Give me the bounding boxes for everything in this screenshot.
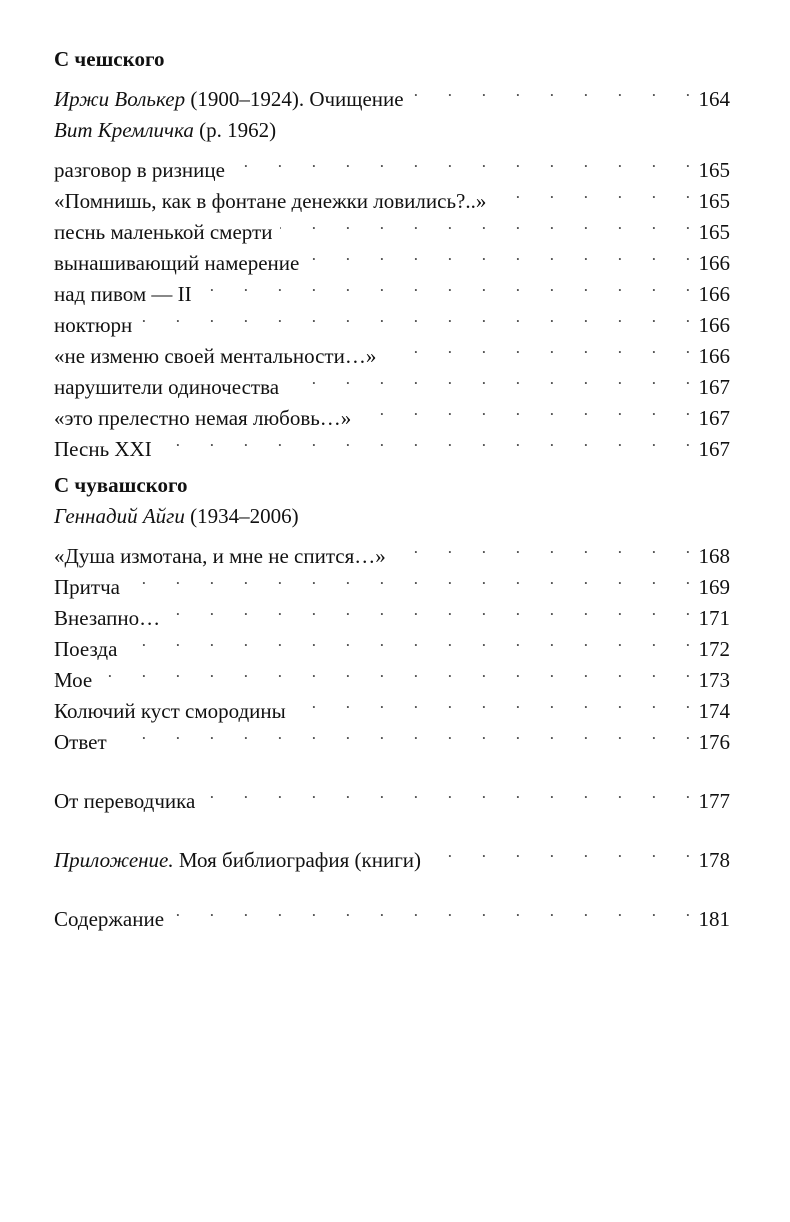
- dot-leader: [140, 301, 690, 332]
- page-number: 176: [698, 730, 730, 754]
- page-number: 165: [698, 158, 730, 182]
- dot-leader: [100, 656, 690, 687]
- author-years: (1900–1924).: [190, 87, 305, 111]
- toc-entry-wolker[interactable]: [54, 75, 730, 111]
- page-number: 168: [698, 544, 730, 568]
- dot-leader: [307, 239, 690, 270]
- poem-title: Очищение: [309, 87, 404, 111]
- dot-leader: [128, 563, 690, 594]
- toc-entry[interactable]: [54, 687, 730, 723]
- toc-entry-title: Мое: [54, 668, 93, 692]
- toc-entry-title: Притча: [54, 575, 120, 599]
- section-heading-czech: С чешского: [54, 47, 165, 71]
- toc-entry-appendix[interactable]: [54, 836, 730, 872]
- page-number: 166: [698, 344, 730, 368]
- toc-entry-translator[interactable]: [54, 777, 730, 813]
- author-years: (р. 1962): [199, 118, 277, 142]
- dot-leader: [412, 75, 690, 106]
- toc-entry[interactable]: [54, 718, 730, 754]
- author-name: Иржи Волькер: [54, 87, 186, 111]
- author-line-kremlicka: [54, 115, 730, 146]
- toc-entry-title: вынашивающий намерение: [54, 251, 300, 275]
- toc-entry-title: песнь маленькой смерти: [54, 220, 273, 244]
- dot-leader: [160, 425, 690, 456]
- toc-entry-title: разговор в ризнице: [54, 158, 225, 182]
- toc-entry-title: Внезапно…: [54, 606, 161, 630]
- page-number: 174: [698, 699, 730, 723]
- dot-leader: [294, 687, 690, 718]
- page-number: 167: [698, 375, 730, 399]
- toc-entry-title: «не изменю своей ментальности…»: [54, 344, 377, 368]
- dot-leader: [384, 332, 690, 363]
- page-number: 167: [698, 406, 730, 430]
- toc-entry-title: Колючий куст смородины: [54, 699, 286, 723]
- page-number: 178: [698, 848, 730, 872]
- dot-leader: [280, 208, 690, 239]
- toc-entry-title: Содержание: [54, 907, 165, 931]
- toc-entry[interactable]: [54, 594, 730, 630]
- page-number: 164: [698, 87, 730, 111]
- dot-leader: [125, 625, 690, 656]
- dot-leader: [203, 777, 690, 808]
- toc-entry-title: [54, 845, 421, 876]
- dot-leader: [494, 177, 690, 208]
- dot-leader: [394, 532, 690, 563]
- author-name: Геннадий Айги: [54, 504, 185, 528]
- toc-entry-title: нарушители одиночества: [54, 375, 280, 399]
- dot-leader: [168, 594, 690, 625]
- page-number: 166: [698, 251, 730, 275]
- toc-entry-title: над пивом — II: [54, 282, 192, 306]
- toc-entry-title: [54, 84, 404, 115]
- page-number: 172: [698, 637, 730, 661]
- toc-entry[interactable]: [54, 656, 730, 692]
- toc-entry-title: От переводчика: [54, 789, 196, 813]
- dot-leader: [200, 270, 690, 301]
- dot-leader: [429, 836, 690, 867]
- page-number: 166: [698, 282, 730, 306]
- page-number: 173: [698, 668, 730, 692]
- toc-entry[interactable]: [54, 532, 730, 568]
- page-number: 167: [698, 437, 730, 461]
- toc-entry[interactable]: [54, 146, 730, 182]
- page-number: 165: [698, 220, 730, 244]
- section-heading-chuvash: С чувашского: [54, 473, 188, 497]
- author-name: Вит Кремличка: [54, 118, 194, 142]
- toc-entry-title: Песнь XXI: [54, 437, 152, 461]
- toc-entry[interactable]: [54, 625, 730, 661]
- dot-leader: [115, 718, 690, 749]
- toc-entry-title: «это прелестно немая любовь…»: [54, 406, 352, 430]
- toc-entry-title: Поезда: [54, 637, 118, 661]
- author-line-aygi: [54, 501, 730, 532]
- page-number: 171: [698, 606, 730, 630]
- page-number: 177: [698, 789, 730, 813]
- page-number: 181: [698, 907, 730, 931]
- toc-entry[interactable]: [54, 563, 730, 599]
- page-number: 166: [698, 313, 730, 337]
- toc-entry[interactable]: [54, 301, 730, 337]
- page-number: 169: [698, 575, 730, 599]
- appendix-title: Моя библиография (книги): [178, 848, 422, 872]
- dot-leader: [233, 146, 690, 177]
- toc-entry-title: ноктюрн: [54, 313, 133, 337]
- dot-leader: [359, 394, 690, 425]
- toc-entry-title: Ответ: [54, 730, 107, 754]
- dot-leader: [287, 363, 690, 394]
- dot-leader: [172, 895, 690, 926]
- toc-entry-title: «Душа измотана, и мне не спится…»: [54, 544, 386, 568]
- toc-entry[interactable]: [54, 332, 730, 368]
- toc-entry-title: «Помнишь, как в фонтане денежки ловились?..»: [54, 189, 487, 213]
- author-years: (1934–2006): [190, 504, 299, 528]
- page-number: 165: [698, 189, 730, 213]
- toc-entry-contents[interactable]: [54, 895, 730, 931]
- appendix-label: Приложение.: [54, 848, 174, 872]
